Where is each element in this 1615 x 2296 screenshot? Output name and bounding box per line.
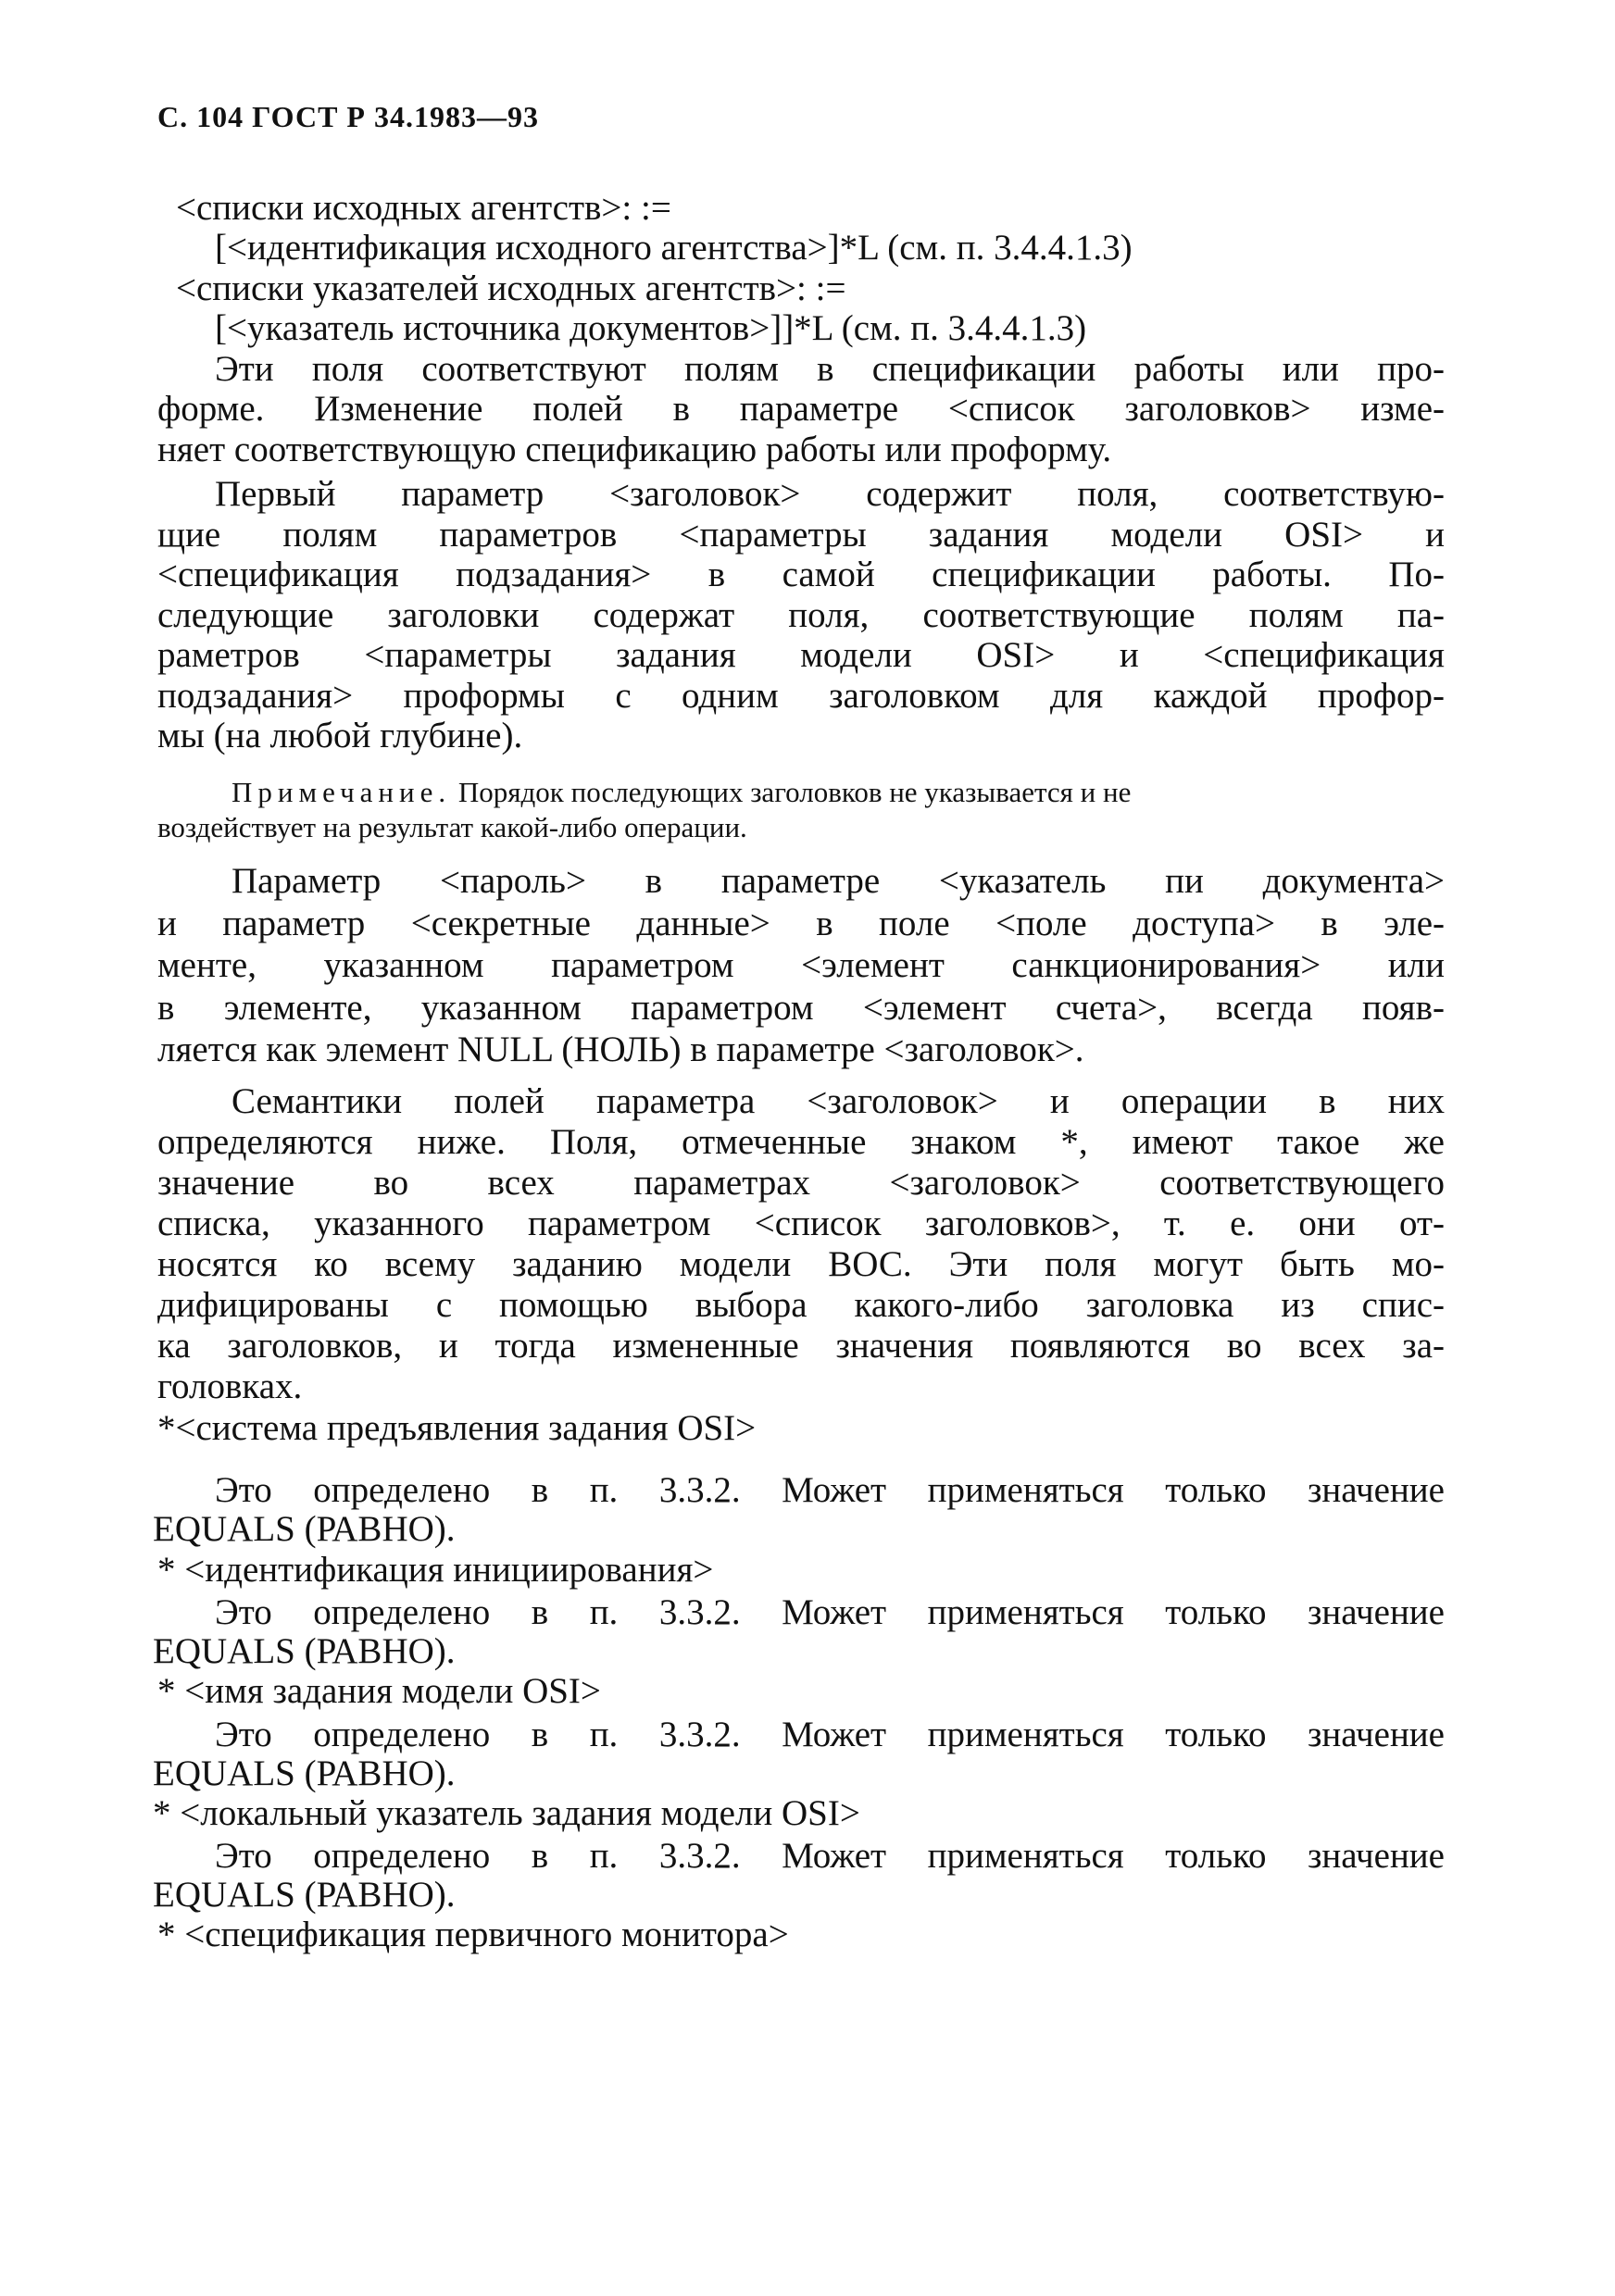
field-heading: * <локальный указатель задания модели OSI> [153,1793,860,1833]
text-line: няет соответствующую спецификацию работы или проформу. [157,430,1112,469]
text-line: Это определено в п. 3.3.2. Может применяться только значение [215,1470,1445,1510]
text-line: [<идентификация исходного агентства>]*L (см. п. 3.4.4.1.3) [215,228,1133,268]
field-heading: * <идентификация инициирования> [157,1550,714,1590]
text-line: и параметр <секретные данные> в поле <поле доступа> в эле- [157,904,1445,943]
note-label: Примечание. [232,776,452,808]
text-line: EQUALS (РАВНО). [153,1753,456,1793]
text-line: щие полям параметров <параметры задания модели OSI> и [157,515,1445,555]
text-line: Первый параметр <заголовок> содержит поля, соответствую- [215,474,1445,514]
text-line: ка заголовков, и тогда измененные значения появляются во всех за- [157,1326,1445,1366]
page-header: С. 104 ГОСТ Р 34.1983—93 [157,100,539,133]
text-line: [<указатель источника документов>]]*L (см. п. 3.4.4.1.3) [215,308,1087,348]
text-line: EQUALS (РАВНО). [153,1631,456,1671]
text-line: Это определено в п. 3.3.2. Может применяться только значение [215,1715,1445,1754]
text-line: менте, указанном параметром <элемент санкционирования> или [157,945,1445,985]
text-line: ляется как элемент NULL (НОЛЬ) в параметре <заголовок>. [157,1029,1084,1069]
note-line [232,776,1445,809]
text-line: раметров <параметры задания модели OSI> и <спецификация [157,635,1445,675]
text-line: подзадания> проформы с одним заголовком для каждой профор- [157,676,1445,716]
text-line: Эти поля соответствуют полям в спецификации работы или про- [215,349,1445,389]
text-line: значение во всех параметрах <заголовок> соответствующего [157,1163,1445,1203]
text-line: дифицированы с помощью выбора какого-либо заголовка из спис- [157,1285,1445,1325]
text-line: списка, указанного параметром <список заголовков>, т. е. они от- [157,1204,1445,1243]
text-line: Семантики полей параметра <заголовок> и операции в них [232,1081,1445,1121]
text-line: EQUALS (РАВНО). [153,1509,456,1549]
text-line: Параметр <пароль> в параметре <указатель пи документа> [232,861,1445,901]
text-line: головках. [157,1366,303,1406]
text-line: Это определено в п. 3.3.2. Может применяться только значение [215,1592,1445,1632]
text-line: EQUALS (РАВНО). [153,1875,456,1915]
field-heading: * <спецификация первичного монитора> [157,1915,789,1954]
text-line: <спецификация подзадания> в самой спецификации работы. По- [157,555,1445,594]
field-heading: *<система предъявления задания OSI> [157,1408,757,1448]
text-line: следующие заголовки содержат поля, соответствующие полям па- [157,595,1445,635]
text-line: Это определено в п. 3.3.2. Может применяться только значение [215,1836,1445,1876]
text-line: форме. Изменение полей в параметре <список заголовков> изме- [157,389,1445,429]
note-line: воздействует на результат какой-либо операции. [157,811,747,843]
text-line: определяются ниже. Поля, отмеченные знаком *, имеют такое же [157,1122,1445,1162]
field-heading: * <имя задания модели OSI> [157,1671,601,1711]
note-text: Порядок последующих заголовков не указывается и не [457,776,1132,808]
text-line: <списки исходных агентств>: := [176,188,671,228]
text-line: носятся ко всему заданию модели ВОС. Эти поля могут быть мо- [157,1244,1445,1284]
text-line: мы (на любой глубине). [157,716,523,755]
text-line: <списки указателей исходных агентств>: := [176,268,846,308]
text-line: в элементе, указанном параметром <элемент счета>, всегда появ- [157,988,1445,1028]
